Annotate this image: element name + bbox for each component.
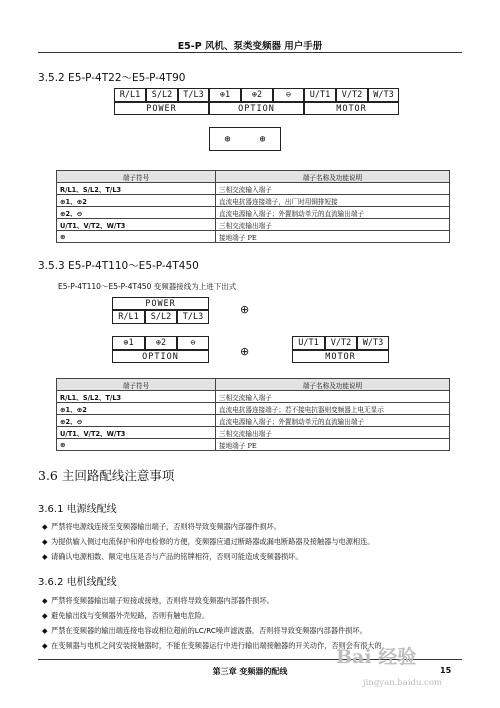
option-block bbox=[112, 336, 209, 363]
table-row: R/L1、S/L2、T/L3 三相交流输入端子 bbox=[57, 391, 450, 403]
list-item: ◆ 严禁在变频器的输出端连接电容或相位超前的LC/RC噪声滤波器，否则将导致变频器内部器件损坏。 bbox=[42, 626, 367, 635]
group-option: OPTION bbox=[209, 102, 304, 115]
terminal-ut1: U/T1 bbox=[292, 336, 325, 350]
section-362-heading: 3.6.2 电机线配线 bbox=[38, 577, 117, 588]
terminal-sl2: S/L2 bbox=[145, 310, 177, 324]
table-row: ⊕ 接地端子 PE bbox=[57, 231, 450, 243]
table-row: ⊕1、⊕2 直流电抗器连接端子；若不接电抗器则变频器上电无显示 bbox=[57, 403, 450, 415]
table-row: U/T1、V/T2、W/T3 三相交流输出端子 bbox=[57, 427, 450, 439]
motor-label: MOTOR bbox=[292, 350, 389, 363]
list-item: ◆ 严禁将变频器输出端子短接或接地，否则将导致变频器内部器件损坏。 bbox=[42, 596, 274, 605]
table-header-symbol: 端子符号 bbox=[57, 171, 216, 183]
table-row: R/L1、S/L2、T/L3 三相交流输入端子 bbox=[57, 183, 450, 195]
table-header-desc: 端子名称及功能说明 bbox=[216, 379, 450, 391]
terminal-plus2: ⊕2 bbox=[241, 88, 273, 102]
option-label: OPTION bbox=[112, 350, 209, 363]
terminal-rl1: R/L1 bbox=[114, 88, 146, 102]
header-rule bbox=[38, 52, 462, 53]
terminal-plus1: ⊕1 bbox=[112, 336, 145, 350]
section-353-intro: E5-P-4T110～E5-P-4T450 变频器接线为上进下出式 bbox=[58, 282, 237, 291]
ground-icon: ⊕ bbox=[224, 133, 231, 145]
page-number: 15 bbox=[440, 666, 452, 675]
section-352-heading: 3.5.2 E5-P-4T22～E5-P-4T90 bbox=[38, 72, 186, 84]
watermark-url: jingyan.baidu.com bbox=[363, 678, 443, 688]
terminal-ut1: U/T1 bbox=[304, 88, 336, 102]
list-item: ◆ 请确认电源相数、额定电压是否与产品的铭牌相符，否则可能造成变频器损坏。 bbox=[42, 552, 303, 561]
terminal-tl3: T/L3 bbox=[177, 310, 209, 324]
section-36-heading: 3.6 主回路配线注意事项 bbox=[38, 468, 175, 483]
terminal-plus1: ⊕1 bbox=[209, 88, 241, 102]
terminal-wt3: W/T3 bbox=[368, 88, 399, 102]
terminal-wt3: W/T3 bbox=[357, 336, 389, 350]
list-item: ◆ 在变频器与电机之间安装接触器时，不能在变频器运行中进行输出端接触器的开关动作，否则会有很大的 bbox=[42, 641, 382, 650]
group-motor: MOTOR bbox=[304, 102, 399, 115]
table-row: U/T1、V/T2、W/T3 三相交流输出端子 bbox=[57, 219, 450, 231]
table-header-symbol: 端子符号 bbox=[57, 379, 216, 391]
terminal-sl2: S/L2 bbox=[146, 88, 178, 102]
power-block bbox=[112, 297, 209, 324]
terminal-plus2: ⊕2 bbox=[145, 336, 177, 350]
ground-icon: ⊕ bbox=[240, 345, 250, 358]
section-361-heading: 3.6.1 电源线配线 bbox=[38, 504, 117, 515]
list-item: ◆ 避免输出线与变频器外壳短路，否则有触电危险。 bbox=[42, 611, 210, 620]
table-row: ⊕1、⊕2 直流电抗器连接端子，出厂时用铜排短接 bbox=[57, 195, 450, 207]
ground-icon: ⊕ bbox=[259, 133, 266, 145]
list-item: ◆ 严禁将电源线连接至变频器输出端子，否则将导致变频器内部器件损坏。 bbox=[42, 522, 282, 531]
group-row bbox=[114, 102, 399, 115]
ground-icon: ⊕ bbox=[240, 303, 250, 316]
table-header-desc: 端子名称及功能说明 bbox=[216, 171, 450, 183]
terminal-strip-352 bbox=[114, 88, 399, 115]
terminal-row bbox=[114, 88, 399, 102]
watermark-logo: Bai 经验 bbox=[336, 646, 417, 668]
terminal-minus: ⊖ bbox=[273, 88, 304, 102]
table-row: ⊕2、⊖ 直流电源输入端子；外置制动单元的直流输出端子 bbox=[57, 207, 450, 219]
terminal-vt2: V/T2 bbox=[325, 336, 357, 350]
ground-terminal-box-352 bbox=[209, 127, 281, 151]
table-row: ⊕ 接地端子 PE bbox=[57, 439, 450, 451]
terminal-tl3: T/L3 bbox=[178, 88, 209, 102]
list-item: ◆ 为提供输入侧过电流保护和停电检修的方便，变频器应通过断路器或漏电断路器及接触器与电源相连。 bbox=[42, 537, 375, 546]
group-power: POWER bbox=[114, 102, 209, 115]
terminal-vt2: V/T2 bbox=[336, 88, 368, 102]
terminal-minus: ⊖ bbox=[177, 336, 209, 350]
power-label: POWER bbox=[112, 297, 209, 310]
terminal-table-352 bbox=[56, 170, 450, 243]
terminal-table-353 bbox=[56, 378, 450, 451]
page-header: E5-P 风机、泵类变频器 用户手册 bbox=[177, 41, 323, 52]
footer-chapter: 第三章 变频器的配线 bbox=[212, 667, 288, 676]
motor-block bbox=[292, 336, 389, 363]
table-row: ⊕2、⊖ 直流电源输入端子；外置制动单元的直流输出端子 bbox=[57, 415, 450, 427]
section-353-heading: 3.5.3 E5-P-4T110～E5-P-4T450 bbox=[38, 260, 199, 272]
terminal-rl1: R/L1 bbox=[112, 310, 145, 324]
